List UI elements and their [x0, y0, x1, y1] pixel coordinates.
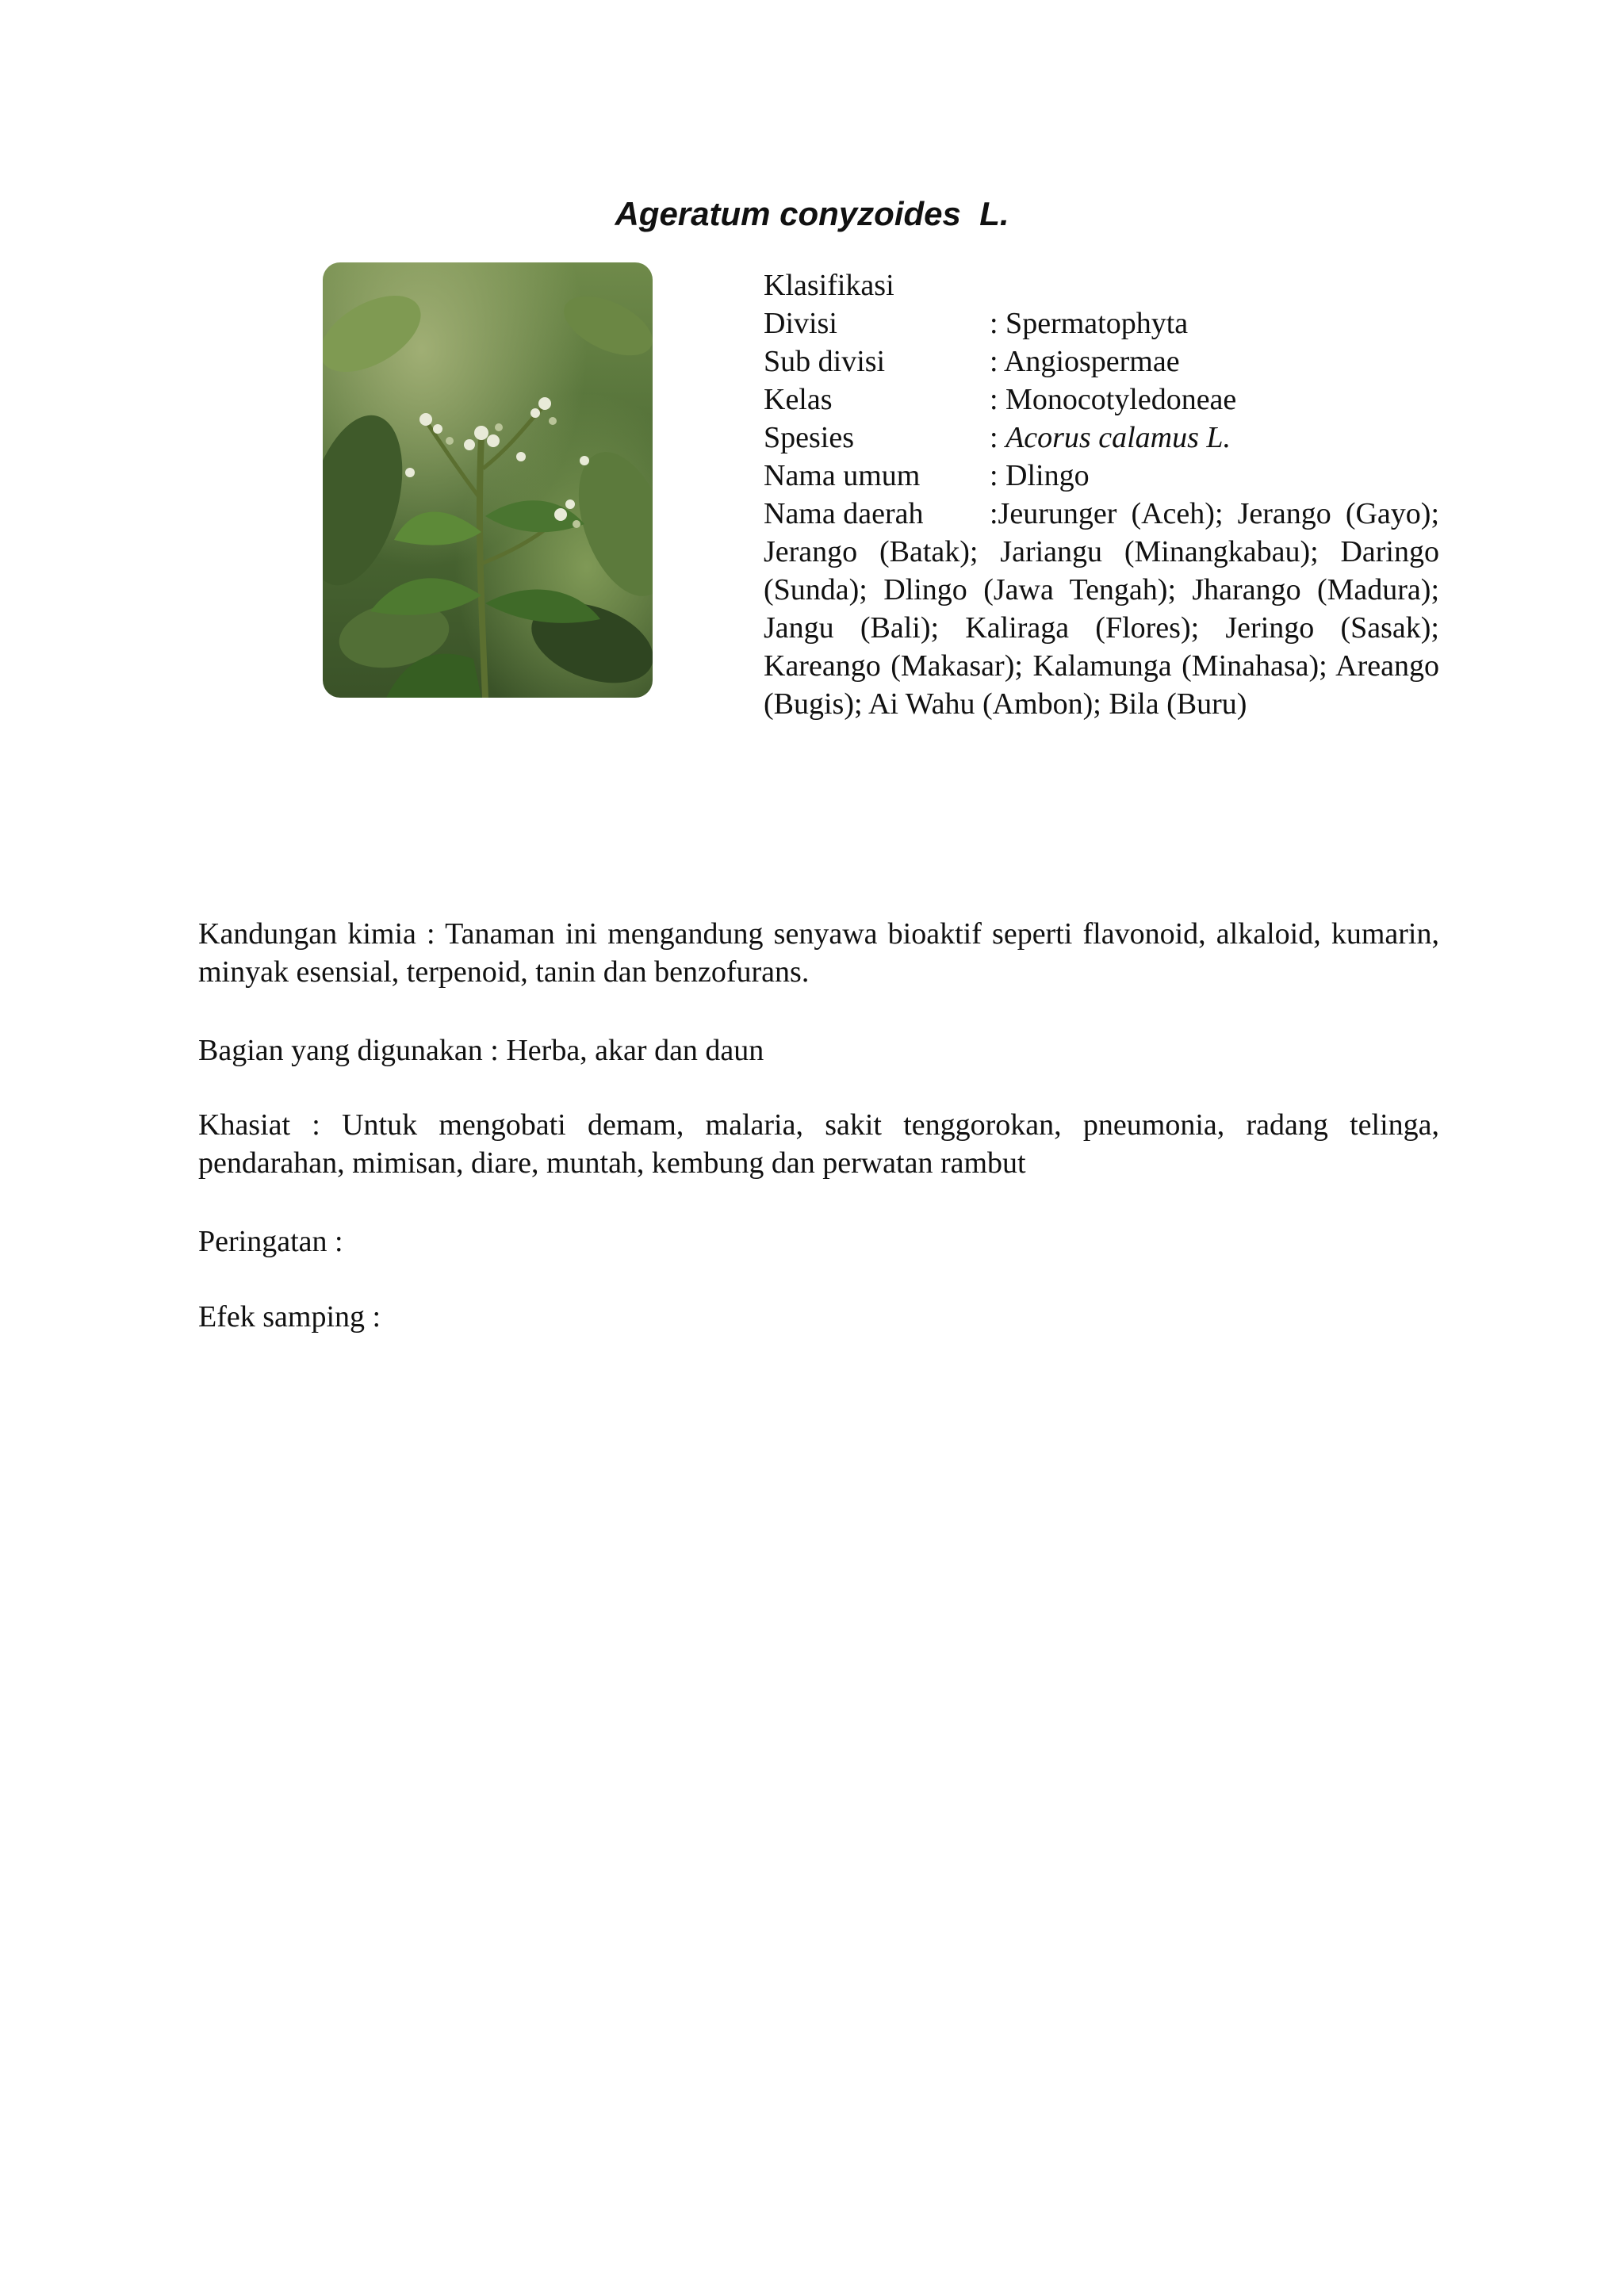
classification-label: Divisi — [764, 307, 837, 340]
local-names-value: :Jeurunger (Aceh); Jerango (Gayo); Jerango (Batak); Jariangu (Minangkabau); Daringo (Sunda); Dlingo (Jawa Tengah); Jharango (Madura); Jangu (Bali); Kaliraga (Flores); Jeringo (Sasak); Kareango (Makasar); Kalamunga (Minahasa); Areango (Bugis); Ai Wahu (Ambon); Bila (Buru) — [764, 497, 1439, 721]
classification-row — [764, 457, 1439, 495]
benefits: Khasiat : Untuk mengobati demam, malaria, sakit tenggorokan, pneumonia, radang telinga, pendarahan, mimisan, diare, muntah, kembung dan perwatan rambut — [198, 1108, 1439, 1180]
classification-label: Nama umum — [764, 459, 921, 492]
classification-value: : Angiospermae — [990, 345, 1180, 378]
classification-heading: Klasifikasi — [764, 269, 894, 302]
classification-label: Kelas — [764, 383, 833, 416]
classification-row — [764, 304, 1439, 342]
classification-row — [764, 381, 1439, 419]
classification-value: : Monocotyledoneae — [990, 383, 1237, 416]
classification-row — [764, 419, 1439, 457]
classification-value: : Dlingo — [990, 459, 1090, 492]
species-prefix: : — [990, 421, 1006, 454]
classification-label: Sub divisi — [764, 345, 886, 378]
chemical-content: Kandungan kimia : Tanaman ini mengandung senyawa bioaktif seperti flavonoid, alkaloid, kumarin, minyak esensial, terpenoid, tanin dan benzofurans. — [198, 917, 1439, 989]
page-title: Ageratum conyzoides L. — [615, 195, 1009, 232]
classification-value: : Spermatophyta — [990, 307, 1189, 340]
classification-value — [990, 419, 1439, 457]
classification-row — [764, 342, 1439, 381]
local-names — [764, 495, 1439, 723]
species-name: Acorus calamus L. — [1005, 421, 1231, 454]
classification-label: Spesies — [764, 421, 854, 454]
parts-used: Bagian yang digunakan : Herba, akar dan daun — [198, 1034, 764, 1067]
warnings: Peringatan : — [198, 1225, 343, 1258]
local-names-label: Nama daerah — [764, 497, 924, 530]
plant-photo-icon — [323, 262, 653, 698]
classification-block — [764, 266, 1439, 723]
plant-photo — [323, 262, 653, 698]
side-effects: Efek samping : — [198, 1300, 381, 1334]
